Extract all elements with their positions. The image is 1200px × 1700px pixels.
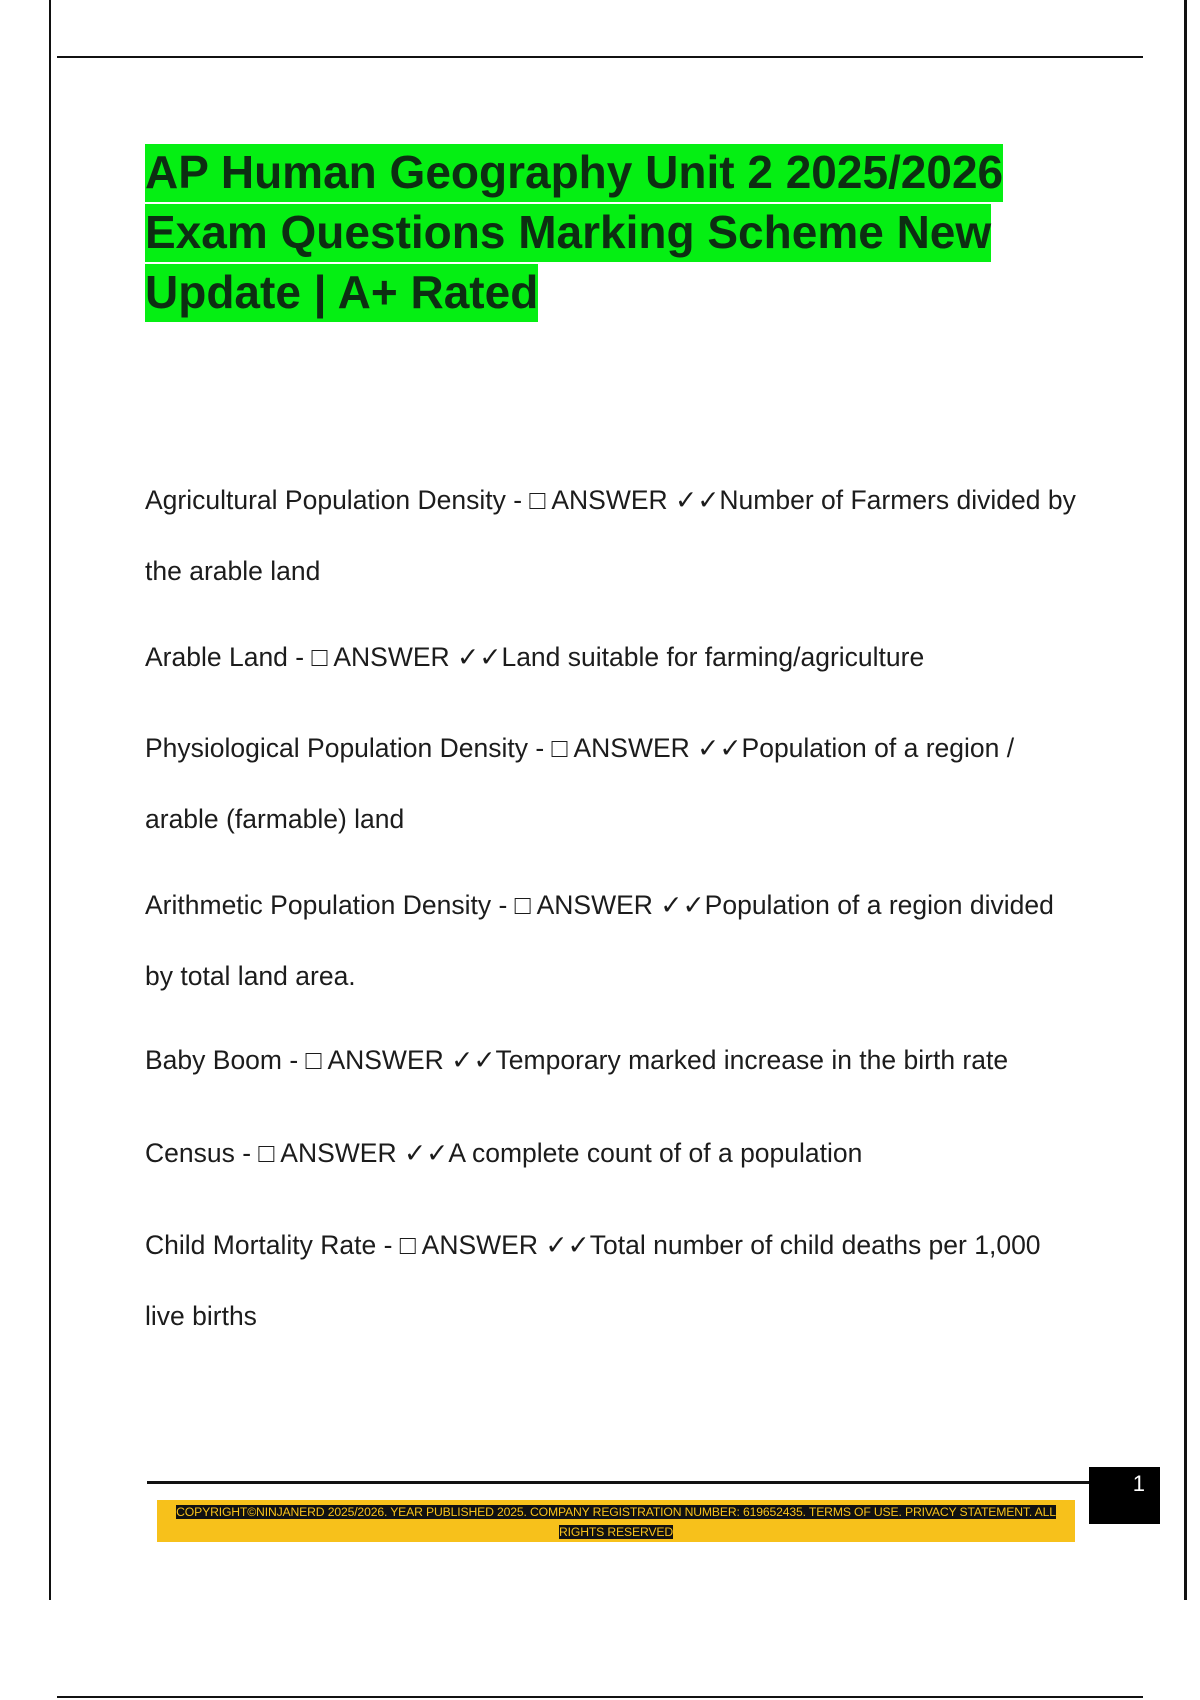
copyright-notice: [157, 1502, 1075, 1542]
page-number: 1: [1089, 1467, 1160, 1524]
next-page-rule: [57, 1696, 1143, 1698]
qa-entry-physiological-density: Physiological Population Density - □ ANSWER ✓✓Population of a region / arable (farmable) land: [145, 733, 1015, 834]
page-frame-left: [49, 0, 51, 1600]
qa-entry-child-mortality: Child Mortality Rate - □ ANSWER ✓✓Total number of child deaths per 1,000 live births: [145, 1230, 1041, 1331]
title-highlight: AP Human Geography Unit 2 2025/2026 Exam Questions Marking Scheme New Update | A+ Rated: [145, 144, 1003, 322]
qa-entry-census: Census - □ ANSWER ✓✓A complete count of of a population: [145, 1138, 863, 1168]
document-title: [145, 142, 1065, 322]
footer-rule: [147, 1481, 1091, 1484]
qa-entry-arable-land: Arable Land - □ ANSWER ✓✓Land suitable for farming/agriculture: [145, 642, 925, 672]
qa-entry-baby-boom: Baby Boom - □ ANSWER ✓✓Temporary marked increase in the birth rate: [145, 1045, 1009, 1075]
qa-entry-agricultural-density: Agricultural Population Density - □ ANSWER ✓✓Number of Farmers divided by the arable land: [145, 485, 1076, 586]
header-rule: [57, 56, 1143, 58]
qa-list: [145, 465, 1085, 1352]
page-frame-right: [1184, 0, 1187, 1600]
qa-entry-arithmetic-density: Arithmetic Population Density - □ ANSWER ✓✓Population of a region divided by total land area.: [145, 890, 1054, 991]
copyright-text: COPYRIGHT©NINJANERD 2025/2026. YEAR PUBLISHED 2025. COMPANY REGISTRATION NUMBER: 619652435. TERMS OF USE. PRIVACY STATEMENT. ALL RIGHTS RESERVED: [176, 1505, 1056, 1539]
